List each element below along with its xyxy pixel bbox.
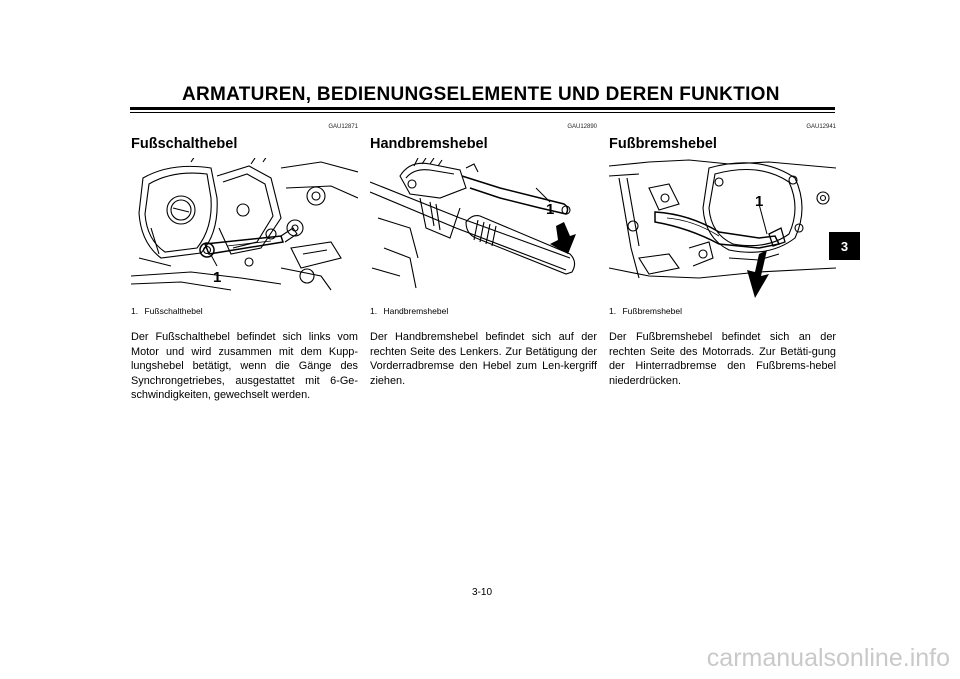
section-foot-brake [609, 124, 836, 388]
section-shift-pedal [131, 124, 358, 403]
section-body: Der Fußschalthebel befindet sich links vom Motor und wird zusammen mit dem Kupp-lungshebel betätigt, wenn die Gänge des Synchrongetriebes, ausgestattet mit 6-Ge-schwindigkeiten, gewechselt werden. [131, 331, 358, 402]
caption-text: Fußschalthebel [144, 306, 203, 316]
caption-number: 1. [131, 306, 139, 316]
caption-text: Handbremshebel [383, 306, 449, 316]
figure-callout-label: 1 [213, 269, 222, 286]
pull-direction-arrow [550, 222, 576, 254]
section-code: GAU12941 [806, 124, 836, 130]
figure-caption [131, 306, 358, 318]
section-code: GAU12871 [328, 124, 358, 130]
hand-brake-illustration [370, 158, 597, 298]
foot-brake-illustration [609, 158, 836, 298]
press-direction-arrow [747, 250, 769, 298]
figure-callout-label: 1 [755, 193, 764, 210]
figure-caption [370, 306, 597, 318]
chapter-tab[interactable]: 3 [829, 232, 860, 260]
watermark: carmanualsonline.info [706, 644, 950, 672]
header-rule [130, 107, 835, 110]
section-body: Der Fußbremshebel befindet sich an der rechten Seite des Motorrads. Zur Betäti-gung der Hinterradbremse den Fußbrems-hebel niederdrücken. [609, 331, 836, 387]
section-hand-brake [370, 124, 597, 388]
caption-number: 1. [370, 306, 378, 316]
section-body: Der Handbremshebel befindet sich auf der rechten Seite des Lenkers. Zur Betätigung der Vorderradbremse den Hebel zum Len-kergriff ziehen. [370, 331, 597, 387]
section-code: GAU12890 [567, 124, 597, 130]
shift-pedal-illustration [131, 158, 358, 298]
section-heading: Handbremshebel [370, 136, 488, 152]
section-heading: Fußbremshebel [609, 136, 717, 152]
section-heading: Fußschalthebel [131, 136, 238, 152]
figure-callout-label: 1 [546, 201, 555, 218]
page-number: 3-10 [471, 587, 492, 598]
caption-text: Fußbremshebel [622, 306, 682, 316]
header-rule-thin [130, 112, 835, 113]
figure-caption [609, 306, 836, 318]
caption-number: 1. [609, 306, 617, 316]
page-header-title: ARMATUREN, BEDIENUNGSELEMENTE UND DEREN FUNKTION [182, 84, 780, 105]
